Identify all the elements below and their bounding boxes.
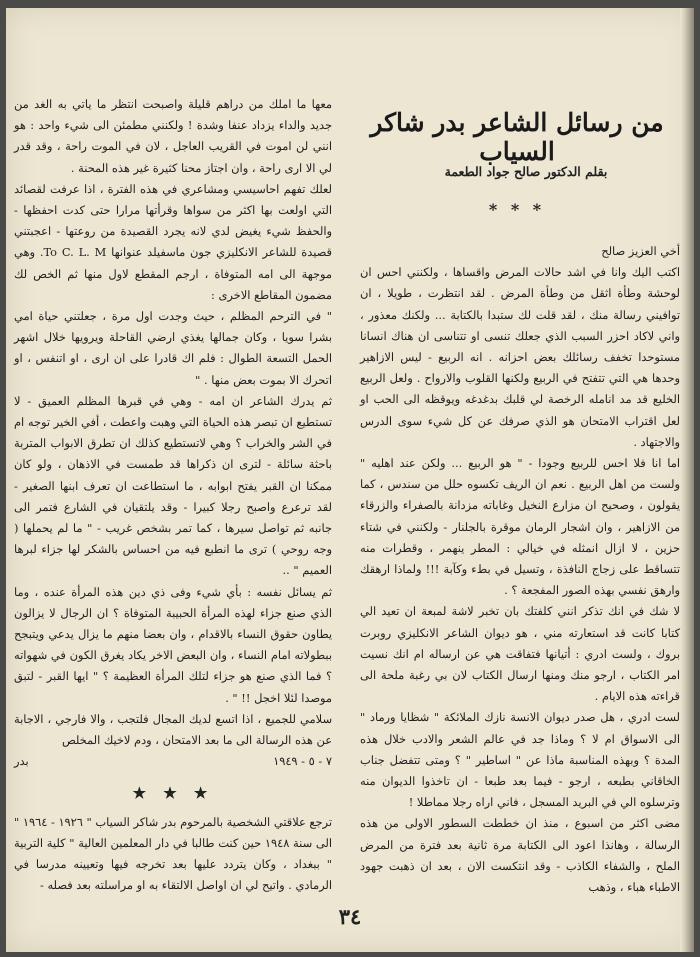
left-column <box>14 94 332 897</box>
page-number: ٣٤ <box>338 904 362 929</box>
section-stars-divider: ★ ★ ★ <box>132 783 214 802</box>
right-column <box>360 241 680 898</box>
salutation: أخي العزيز صالح <box>601 244 680 258</box>
signoff-date: ٧ - ٥ - ١٩٤٩ <box>273 754 332 769</box>
paragraph: ثم يسائل نفسه : بأي شيء وفى ذي دين هذه المرأة عنده ، وما الذي صنع جزاء لهذه المرأة الحبيبة المتوفاة ؟ ان الرجال لا يزالون يطاون حقوق النساء بالاقدام ، وان بعضا منهم ما يزال يدعي ويتبجح ببطولاته امام النساء ، وان البعض الاخر يكاد يغرق الكون في شهواته ؟ فما الذي صنع هو جزاء لتلك المرأة العظيمة ؟ " ايها القبر - لتبق موصدا لئلا اخجل !! " . <box>14 584 332 705</box>
article-title: من رسائل الشاعر بدر شاكر السياب <box>370 108 664 166</box>
section-stars: * * * <box>488 200 546 219</box>
paragraph: لعلك تفهم احاسيسي ومشاعري في هذه الفترة ، اذا عرفت لقصائد التي اولعت بها اكثر من سواها وقرأتها مرارا حتى كدت احفظها - والحفظ شيء يغيض لدي لانه يجرد القصيدة من روعتها - اعجبتني قصيدة للشاعر الانكليزي جون ماسفيلد عنوانها To C. L. M. وهي موجهة الى امه المتوفاة ، ارجم المقطع لاول منها ثم الخص لك مضمون المقاطع الاخرى : <box>14 181 332 302</box>
poem-quote: " في الترحم المظلم ، حيث وجدت اول مرة ، جعلتني حياة امي بشرا سويا ، وكان جمالها يغذي ارضي القاحلة ويرويها خلال اشهر الحمل التسعة الطوال : فلم اك قادرا على ان ارى ، او اتنفس ، او اتحرك الا بموت بعض منها . " <box>14 309 332 387</box>
paragraph: ترجع علاقتي الشخصية بالمرحوم بدر شاكر السياب " ١٩٢٦ - ١٩٦٤ " الى سنة ١٩٤٨ حين كنت طالبا في دار المعلمين العالية " كلية التربية " ببغداد ، وكان يتردد عليها بعد تخرجه فيها وتعيينه مدرسا في الرمادي . واتيح لي ان اواصل الالتقاء به او مراسلته بعد فصله - <box>13 814 332 893</box>
paragraph: معها ما املك من دراهم قليلة واصبحت انتظر ما ياتي به الغد من جديد والداء يزداد عنفا وشدة ! ولكنني مطمئن الى شيء واحد : هو انني لن اموت في القريب العاجل ، لان في الموت راحة ، وقد قدر لي الا ارى راحة ، وان اجتاز محنا كثيرة غير هذه المحنة . <box>14 97 332 175</box>
paragraph: اكتب اليك وانا في اشد حالات المرض واقساها ، ولكنني احس ان لوحشة وطأة اثقل من وطأة المرض . لقد انتظرت ، طويلا ، ان توافيني رسالة منك ، لقد قلت لك ستبدا بالكتابة ... ولكنك معذور ، واني لاكاد احزر السبب الذي جعلك تنسى او تتناسى ان هناك انسانا مستوحدا تخفف رسائلك بعض احزانه . انه الربيع - ليس الازاهير وحدها هي التي تتفتح في الربيع ولكنها القلوب والارواح . ولعل الربيع الخليع قد مد انامله الرخصة لي قلبك بدغدغه ويوقظه الى الحب او لعل اقتراب الامتحان هو الذي صرفك عن كل شيء سوى الدرس والاجتهاد . <box>360 265 680 449</box>
signoff-name: بدر <box>14 754 29 769</box>
paragraph: اما انا فلا احس للربيع وجودا - " هو الربيع ... ولكن عند اهليه " ولست من اهل الربيع . نعم ان الريف تكسوه حلل من سندس ، كما يقولون ، وصحيح ان مزارع النخيل وغاباته مزدانة بالصفراء والزرقاء من الازاهير ، وان اشجار الرمان موقرة بالجلنار - ولكنني في شتاء حزين ، لا ازال انمثله في خيالي : المطر ينهمر ، وقطرات منه تتساقط على زجاج النافذة ، وتسيل في بطء وكآبة !!! ولماذا ارهقك وارهق نفسي بهذه الصور المفجعة ؟ . <box>360 456 680 598</box>
page-fold-shadow <box>680 8 694 952</box>
paragraph: لا شك في انك تذكر انني كلفتك بان تخبر لاشة لمبعة ان تعيد الي كتابا كانت قد استعارته مني ، هو ديوان الشاعر الانكليزي روبرت بروك ، ولست ادري : أتيانها فتفاقت هي عن ارساله ام انك نسيت امر الكتاب ، ارجو منك ومنها ارسال الكتاب لان بي رغبة ملحة الى قراءته هذه الايام . <box>360 604 680 704</box>
signoff <box>14 751 332 772</box>
paragraph: ثم يدرك الشاعر ان امه - وهي في قبرها المظلم العميق - لا تستطيع ان تبصر هذه الحياة التي وهبت واعطت ، أفي الخير توجه ام في الشر والخراب ؟ وهي لاتستطيع كذلك ان تطرق الابواب المتربة باحثة سائلة - لترى ان ذكراها قد طمست في الاذهان ، ولو كان ممكنا ان القبر يفتح ابوابه ، ما استطاعت ان تعرف ابنها الصغير - لقد ترعرع واصبح رجلا كبيرا - وقد يلتقيان في الشارع فتمر الى جانبه ثم تواصل سيرها ، كما تمر بشخص غريب - " ما لم يحملها ( وجه روحي ) ترى ما انطبع فيه من احساس بالشكر لها جزاء لبرها العميم " .. <box>14 393 332 578</box>
article-byline: بقلم الدكتور صالح جواد الطعمة <box>444 164 608 179</box>
paragraph: لست ادري ، هل صدر ديوان الانسة نازك الملائكة " شظايا ورماد " الى الاسواق ام لا ؟ وماذا جد في عالم الشعر والادب خلال هذه المدة ؟ وبهذه المناسبة ماذا عن " اساطير " ؟ ومتى تتفضل جناب الخاقاني بطبعه ، ارجو - فيما بعد طبعا - ان تاخذوا الديوان منه وترسلوه الي في البريد المسجل ، فاني اراه رجلا مماطلا ! <box>360 710 680 810</box>
closing-paragraph: سلامي للجميع ، اذا اتسع لديك المجال فلتجب ، والا فارجي ، الاجابة عن هذه الرسالة الى ما بعد الامتحان ، ودم لاخيك المخلص <box>14 711 332 748</box>
magazine-page <box>6 8 694 952</box>
paragraph: مضى اكثر من اسبوع ، منذ ان خططت السطور الاولى من هذه الرسالة ، وهانذا اعود الى الكتابة مرة ثانية بعد فترة من المرض الملح ، والشفاء الكاذب - وقد انتكست الان ، بعد ان ذهبت جهود الاطباء هباء ، وذهب <box>360 816 680 895</box>
